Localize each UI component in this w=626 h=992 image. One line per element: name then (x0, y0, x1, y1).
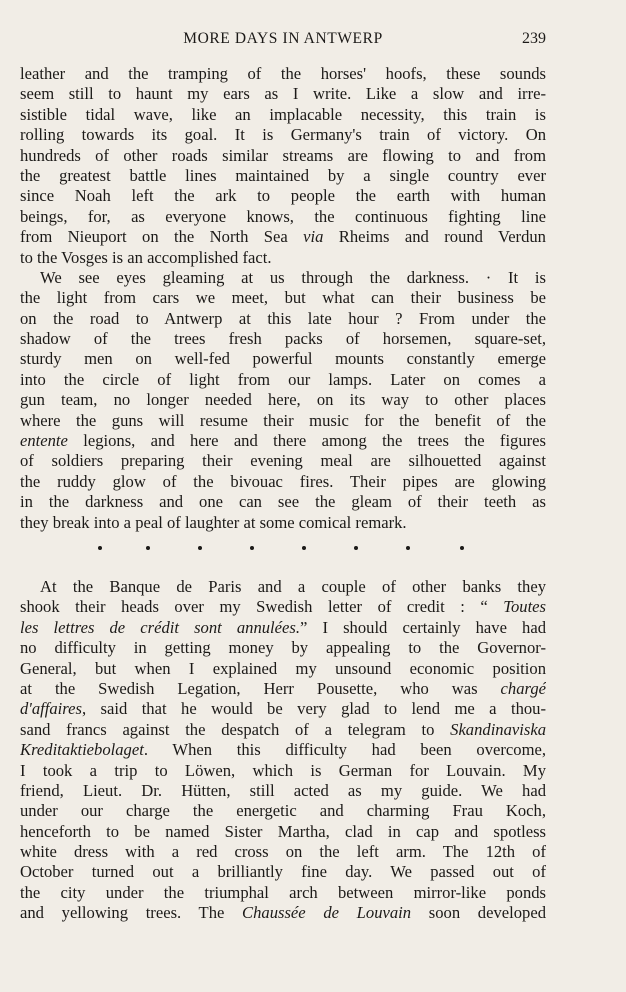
italic-span: les lettres de crédit sont annulées. (20, 617, 300, 637)
text-line: since Noah left the ark to people the earth with human (20, 186, 546, 206)
text-line: hundreds of other roads similar streams are flowing to and from (20, 145, 546, 165)
text-span: and yellowing trees. The (20, 903, 243, 923)
text-line: seem still to haunt my ears as I write. Like a slow and irre- (20, 84, 546, 104)
italic-span: via (303, 227, 324, 247)
text-line: they break into a peal of laughter at some comical remark. (20, 512, 407, 532)
text-line (20, 618, 546, 638)
text-line (20, 227, 546, 247)
text-line: October turned out a brilliantly fine day. We passed out of (20, 862, 546, 882)
text-line: the greatest battle lines maintained by a single country ever (20, 165, 546, 185)
text-line: on the road to Antwerp at this late hour ? From under the (20, 308, 546, 328)
text-line: to the Vosges is an accomplished fact. (20, 247, 272, 267)
text-line: into the circle of light from our lamps. Later on comes a (20, 369, 546, 389)
text-span: legions, and here and there among the trees the figures (67, 431, 546, 451)
section-break-dot (302, 546, 306, 550)
text-line: rolling towards its goal. It is Germany's train of victory. On (20, 125, 546, 145)
section-break-dot (250, 546, 254, 550)
text-line: sistible tidal wave, like an implacable necessity, this train is (20, 104, 546, 124)
paragraph-1 (20, 64, 546, 268)
text-line (20, 431, 546, 451)
italic-span: Toutes (503, 597, 546, 617)
italic-span: Skandinaviska (450, 719, 546, 739)
text-line: leather and the tramping of the horses' hoofs, these sounds (20, 64, 546, 83)
section-break-dot (98, 546, 102, 550)
text-span: at the Swedish Legation, Herr Pousette, who was (20, 678, 501, 698)
running-title: MORE DAYS IN ANTWERP (183, 30, 383, 47)
text-line: shadow of the trees fresh packs of horsemen, square-set, (20, 329, 546, 349)
text-span: . When this difficulty had been overcome, (143, 740, 546, 760)
text-line: no difficulty in getting money by appealing to the Governor- (20, 638, 546, 658)
text-line: sturdy men on well-fed powerful mounts constantly emerge (20, 349, 546, 369)
text-line: beings, for, as everyone knows, the continuous fighting line (20, 206, 546, 226)
text-line: the light from cars we meet, but what can their business be (20, 288, 546, 308)
text-line: under our charge the energetic and charming Frau Koch, (20, 801, 546, 821)
text-span: from Nieuport on the North Sea (20, 227, 288, 247)
text-line: henceforth to be named Sister Martha, clad in cap and spotless (20, 821, 546, 841)
text-span: soon developed (411, 903, 546, 923)
text-line: where the guns will resume their music for the benefit of the (20, 410, 546, 430)
text-line: the city under the triumphal arch between mirror-like ponds (20, 882, 546, 902)
text-line (20, 597, 546, 617)
italic-span: entente (20, 431, 68, 451)
text-line (20, 740, 546, 760)
text-line: white dress with a red cross on the left arm. The 12th of (20, 842, 546, 862)
text-line (20, 699, 546, 719)
italic-span: d'affaires (20, 699, 82, 719)
italic-span: chargé (500, 678, 546, 698)
text-span: Rheims and round Verdun (323, 227, 546, 247)
italic-span: Chaussée de Louvain (242, 903, 412, 923)
text-line: We see eyes gleaming at us through the darkness. · It is (40, 267, 546, 287)
text-span: , said that he would be very glad to lend me a thou- (81, 699, 546, 719)
text-span: ” I should certainly have had (300, 617, 546, 637)
section-break-dot (354, 546, 358, 550)
italic-span: Kreditaktiebolaget (20, 740, 144, 760)
text-line: the ruddy glow of the bivouac fires. Their pipes are glowing (20, 471, 546, 491)
text-line (20, 679, 546, 699)
paragraph-3 (20, 577, 546, 924)
section-break (20, 537, 546, 559)
section-break-dot (146, 546, 150, 550)
text-line (20, 903, 546, 923)
text-line: of soldiers preparing their evening meal are silhouetted against (20, 451, 546, 471)
text-line (20, 720, 546, 740)
text-line: friend, Lieut. Dr. Hütten, still acted as my guide. We had (20, 780, 546, 800)
text-line: At the Banque de Paris and a couple of other banks they (40, 576, 546, 596)
body-text (20, 64, 546, 924)
section-break-dot (460, 546, 464, 550)
paragraph-2 (20, 268, 546, 533)
text-span: sand francs against the despatch of a telegram to (20, 719, 451, 739)
text-line: in the darkness and one can see the gleam of their teeth as (20, 492, 546, 512)
text-line: General, but when I explained my unsound economic position (20, 658, 546, 678)
page-header (20, 30, 546, 56)
text-line: I took a trip to Löwen, which is German for Louvain. My (20, 760, 546, 780)
text-line: gun team, no longer needed here, on its way to other places (20, 390, 546, 410)
section-break-dot (406, 546, 410, 550)
page-number: 239 (522, 30, 546, 47)
section-break-dot (198, 546, 202, 550)
text-span: shook their heads over my Swedish letter of credit : “ (20, 597, 504, 617)
